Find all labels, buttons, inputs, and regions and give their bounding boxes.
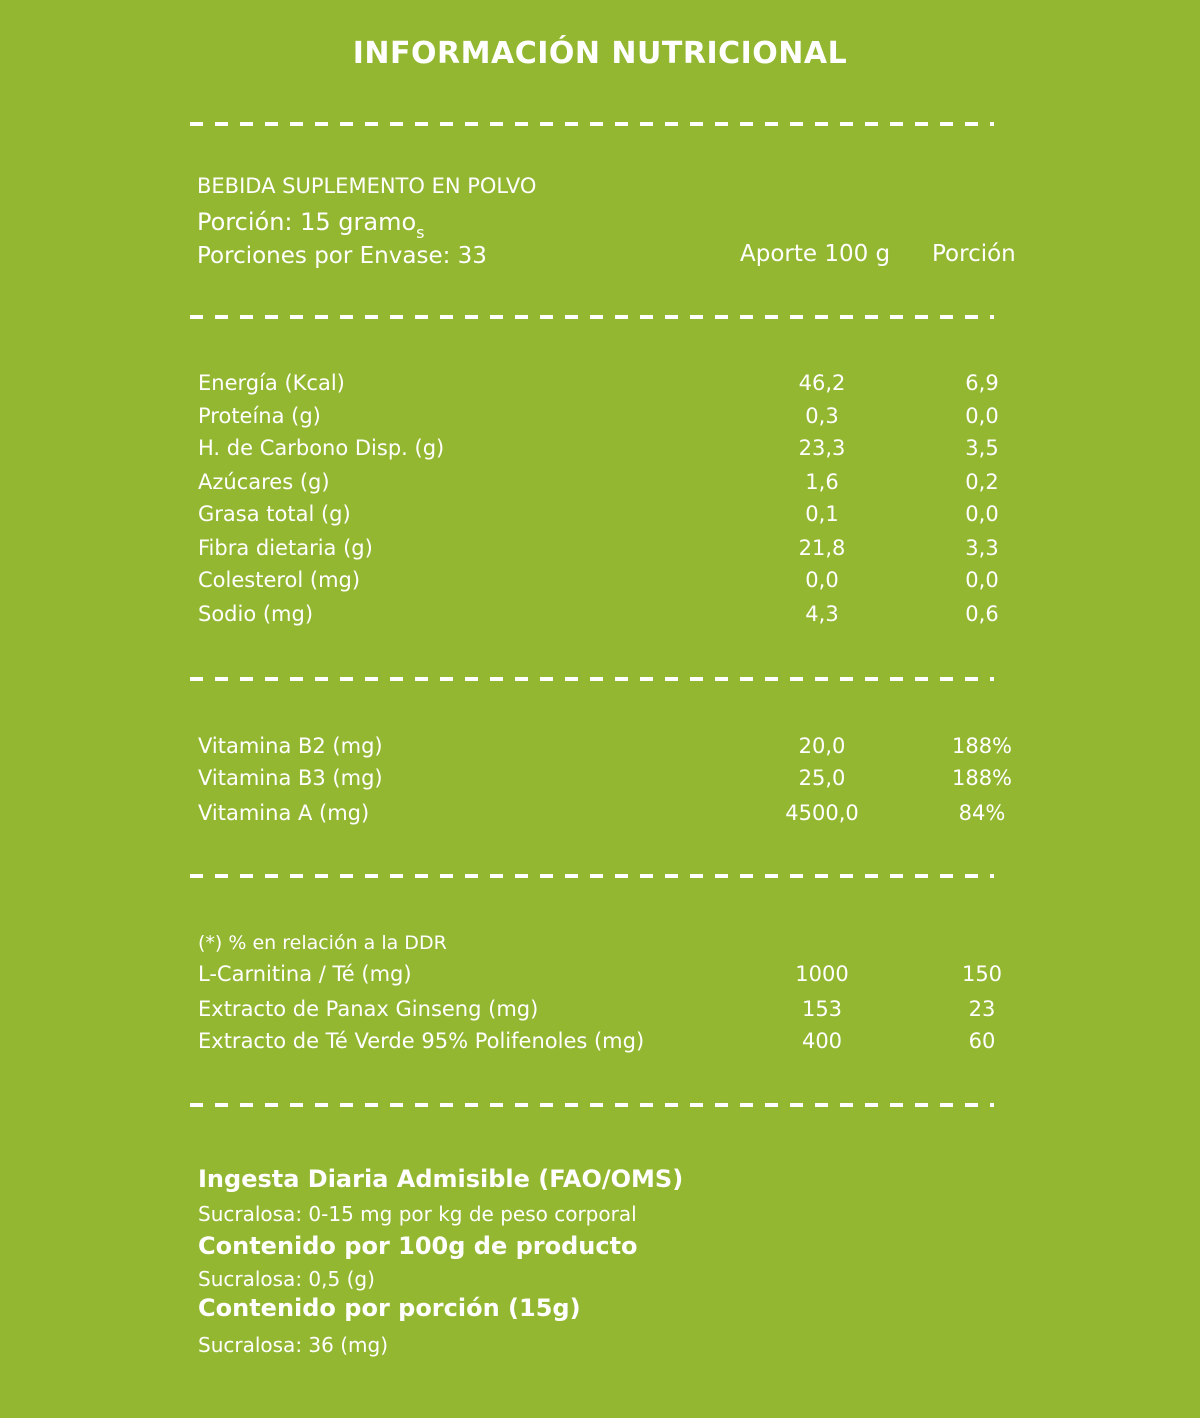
value-per-portion: 0,0 bbox=[965, 502, 999, 526]
value-per-portion: 0,6 bbox=[965, 602, 999, 626]
value-per-100g: 4,3 bbox=[805, 602, 839, 626]
nutrient-row bbox=[0, 602, 1200, 632]
vitamin-row bbox=[0, 734, 1200, 764]
nutrient-row bbox=[0, 404, 1200, 434]
vitamin-row bbox=[0, 766, 1200, 796]
ida-text: Sucralosa: 0-15 mg por kg de peso corporal bbox=[198, 1202, 637, 1226]
per100-text: Sucralosa: 0,5 (g) bbox=[198, 1267, 375, 1291]
value-per-100g: 1,6 bbox=[805, 470, 839, 494]
portion-size bbox=[197, 208, 425, 242]
row-label: Proteína (g) bbox=[198, 404, 321, 428]
value-per-portion: 0,2 bbox=[965, 470, 999, 494]
perportion-text: Sucralosa: 36 (mg) bbox=[198, 1333, 388, 1357]
value-per-100g: 25,0 bbox=[798, 766, 846, 790]
divider-2 bbox=[190, 315, 994, 319]
row-label: Energía (Kcal) bbox=[198, 371, 345, 395]
ida-heading: Ingesta Diaria Admisible (FAO/OMS) bbox=[198, 1165, 684, 1193]
value-per-portion: 3,5 bbox=[965, 436, 999, 460]
column-header-porcion: Porción bbox=[932, 241, 1016, 267]
ddr-note: (*) % en relación a la DDR bbox=[198, 932, 447, 954]
row-label: Azúcares (g) bbox=[198, 470, 330, 494]
portion-size-suffix: s bbox=[416, 223, 425, 242]
row-label: Vitamina B2 (mg) bbox=[198, 734, 383, 758]
value-per-portion: 188% bbox=[951, 734, 1013, 758]
value-per-portion: 84% bbox=[958, 801, 1006, 825]
value-per-100g: 400 bbox=[801, 1029, 843, 1053]
portion-size-text: Porción: 15 gramo bbox=[197, 208, 417, 236]
extract-row bbox=[0, 1029, 1200, 1059]
value-per-100g: 0,0 bbox=[805, 568, 839, 592]
value-per-portion: 23 bbox=[968, 997, 996, 1021]
servings-per-container: Porciones por Envase: 33 bbox=[197, 243, 487, 269]
value-per-100g: 20,0 bbox=[798, 734, 846, 758]
value-per-100g: 4500,0 bbox=[785, 801, 859, 825]
row-label: Fibra dietaria (g) bbox=[198, 536, 373, 560]
nutrient-row bbox=[0, 470, 1200, 500]
value-per-100g: 0,3 bbox=[805, 404, 839, 428]
value-per-portion: 188% bbox=[951, 766, 1013, 790]
value-per-portion: 60 bbox=[968, 1029, 996, 1053]
product-name: BEBIDA SUPLEMENTO EN POLVO bbox=[197, 174, 537, 198]
nutrient-row bbox=[0, 371, 1200, 401]
value-per-portion: 0,0 bbox=[965, 568, 999, 592]
value-per-100g: 23,3 bbox=[798, 436, 846, 460]
value-per-portion: 0,0 bbox=[965, 404, 999, 428]
row-label: Extracto de Panax Ginseng (mg) bbox=[198, 997, 539, 1021]
divider-4 bbox=[190, 874, 994, 878]
value-per-portion: 150 bbox=[961, 962, 1003, 986]
row-label: Grasa total (g) bbox=[198, 502, 351, 526]
vitamin-row bbox=[0, 801, 1200, 831]
row-label: Extracto de Té Verde 95% Polifenoles (mg) bbox=[198, 1029, 645, 1053]
row-label: H. de Carbono Disp. (g) bbox=[198, 436, 445, 460]
value-per-portion: 6,9 bbox=[965, 371, 999, 395]
divider-3 bbox=[190, 677, 994, 681]
per100-heading: Contenido por 100g de producto bbox=[198, 1232, 638, 1260]
nutrient-row bbox=[0, 536, 1200, 566]
value-per-portion: 3,3 bbox=[965, 536, 999, 560]
value-per-100g: 46,2 bbox=[798, 371, 846, 395]
row-label: Colesterol (mg) bbox=[198, 568, 361, 592]
value-per-100g: 21,8 bbox=[798, 536, 846, 560]
divider-5 bbox=[190, 1103, 994, 1107]
nutrient-row bbox=[0, 436, 1200, 466]
divider-1 bbox=[190, 122, 994, 126]
nutrient-row bbox=[0, 568, 1200, 598]
nutrient-row bbox=[0, 502, 1200, 532]
row-label: Vitamina A (mg) bbox=[198, 801, 370, 825]
value-per-100g: 0,1 bbox=[805, 502, 839, 526]
row-label: Vitamina B3 (mg) bbox=[198, 766, 383, 790]
value-per-100g: 153 bbox=[801, 997, 843, 1021]
row-label: L-Carnitina / Té (mg) bbox=[198, 962, 412, 986]
value-per-100g: 1000 bbox=[795, 962, 849, 986]
extract-row bbox=[0, 997, 1200, 1027]
row-label: Sodio (mg) bbox=[198, 602, 314, 626]
perportion-heading: Contenido por porción (15g) bbox=[198, 1294, 581, 1322]
extract-row bbox=[0, 962, 1200, 992]
column-header-aporte: Aporte 100 g bbox=[740, 241, 891, 267]
page-title: INFORMACIÓN NUTRICIONAL bbox=[352, 36, 848, 71]
